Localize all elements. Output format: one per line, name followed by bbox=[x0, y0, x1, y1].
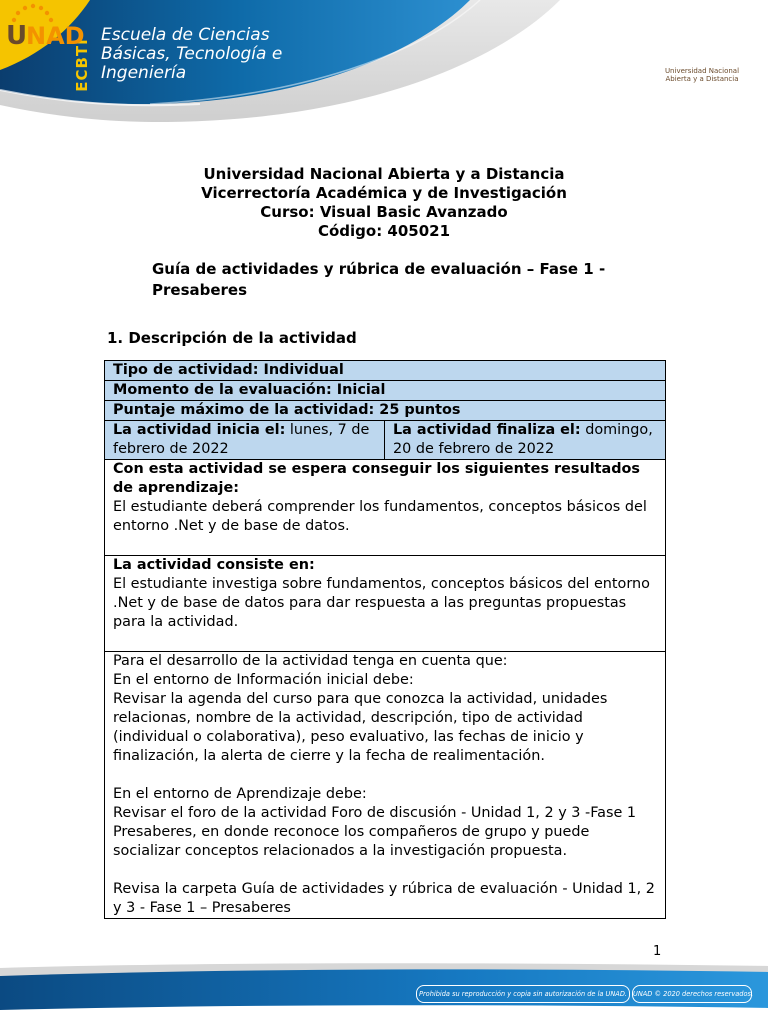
table-row bbox=[105, 361, 665, 381]
end-date-cell bbox=[385, 421, 665, 459]
logo-caption-line: Abierta y a Distancia bbox=[665, 75, 739, 83]
table-row bbox=[105, 460, 665, 556]
learning-outcomes-text: El estudiante deberá comprender los fundamentos, conceptos básicos del entorno .Net y de base de datos. bbox=[113, 499, 647, 534]
logo-caption-line: Universidad Nacional bbox=[664, 67, 740, 75]
activity-description-text: El estudiante investiga sobre fundamentos, conceptos básicos del entorno .Net y de base de datos para dar respuesta a las preguntas propuestas para la actividad. bbox=[113, 576, 650, 630]
document-heading bbox=[0, 165, 768, 241]
course-name: Curso: Visual Basic Avanzado bbox=[260, 203, 508, 221]
table-row bbox=[105, 652, 665, 918]
section-title: 1. Descripción de la actividad bbox=[107, 329, 357, 347]
table-row bbox=[105, 381, 665, 401]
header-banner bbox=[0, 0, 768, 150]
unad-logo-caption bbox=[662, 67, 742, 83]
max-score: Puntaje máximo de la actividad: 25 puntos bbox=[113, 402, 461, 418]
learning-env-heading: En el entorno de Aprendizaje debe: bbox=[113, 786, 367, 802]
school-title-line: Escuela de Ciencias bbox=[101, 25, 270, 45]
university-name: Universidad Nacional Abierta y a Distancia bbox=[203, 165, 565, 183]
activity-description-title: La actividad consiste en: bbox=[113, 557, 315, 573]
initial-info-heading: En el entorno de Información inicial debe: bbox=[113, 672, 414, 688]
learning-env-text: Revisar el foro de la actividad Foro de discusión - Unidad 1, 2 y 3 -Fase 1 Presaberes, en donde reconoce los compañeros de grupo y puede socializar conceptos relacionados a la investigación propuesta. bbox=[113, 805, 637, 859]
end-date-label: La actividad finaliza el: bbox=[393, 422, 581, 438]
school-title bbox=[101, 26, 282, 83]
rights-notice: UNAD © 2020 derechos reservados. bbox=[632, 985, 752, 1003]
folder-instruction: Revisa la carpeta Guía de actividades y rúbrica de evaluación - Unidad 1, 2 y 3 - Fase 1 – Presaberes bbox=[113, 881, 655, 916]
learning-outcomes-title: Con esta actividad se espera conseguir los siguientes resultados de aprendizaje: bbox=[113, 461, 640, 496]
svg-text:NAD: NAD bbox=[26, 22, 85, 50]
page-number: 1 bbox=[653, 944, 662, 959]
table-row bbox=[105, 421, 665, 460]
school-title-line: Básicas, Tecnología e bbox=[101, 44, 283, 64]
start-date-value: lunes, 7 de febrero de 2022 bbox=[113, 422, 370, 457]
vicerrectoria: Vicerrectoría Académica y de Investigación bbox=[201, 184, 567, 202]
guide-title: Guía de actividades y rúbrica de evaluación – Fase 1 - Presaberes bbox=[152, 260, 606, 299]
school-title-line: Ingeniería bbox=[101, 63, 187, 83]
copyright-notice: Prohibida su reproducción y copia sin autorización de la UNAD. bbox=[416, 985, 630, 1003]
development-intro: Para el desarrollo de la actividad tenga en cuenta que: bbox=[113, 653, 508, 669]
unad-logo-icon bbox=[0, 0, 100, 80]
ecbti-label: ECBTI bbox=[73, 38, 92, 92]
table-row bbox=[105, 401, 665, 421]
evaluation-moment: Momento de la evaluación: Inicial bbox=[113, 382, 386, 398]
activity-type: Tipo de actividad: Individual bbox=[113, 362, 344, 378]
end-date-value: domingo, 20 de febrero de 2022 bbox=[393, 422, 653, 457]
svg-text:U: U bbox=[6, 21, 28, 51]
activity-table bbox=[104, 360, 666, 919]
initial-info-text: Revisar la agenda del curso para que conozca la actividad, unidades relacionas, nombre de la actividad, descripción, tipo de actividad (individual o colaborativa), peso evaluativo, las fechas de inicio y finalización, la alerta de cierre y la fecha de realimentación. bbox=[113, 691, 608, 764]
start-date-cell bbox=[105, 421, 385, 459]
table-row bbox=[105, 556, 665, 652]
course-code: Código: 405021 bbox=[317, 222, 451, 240]
start-date-label: La actividad inicia el: bbox=[113, 422, 286, 438]
